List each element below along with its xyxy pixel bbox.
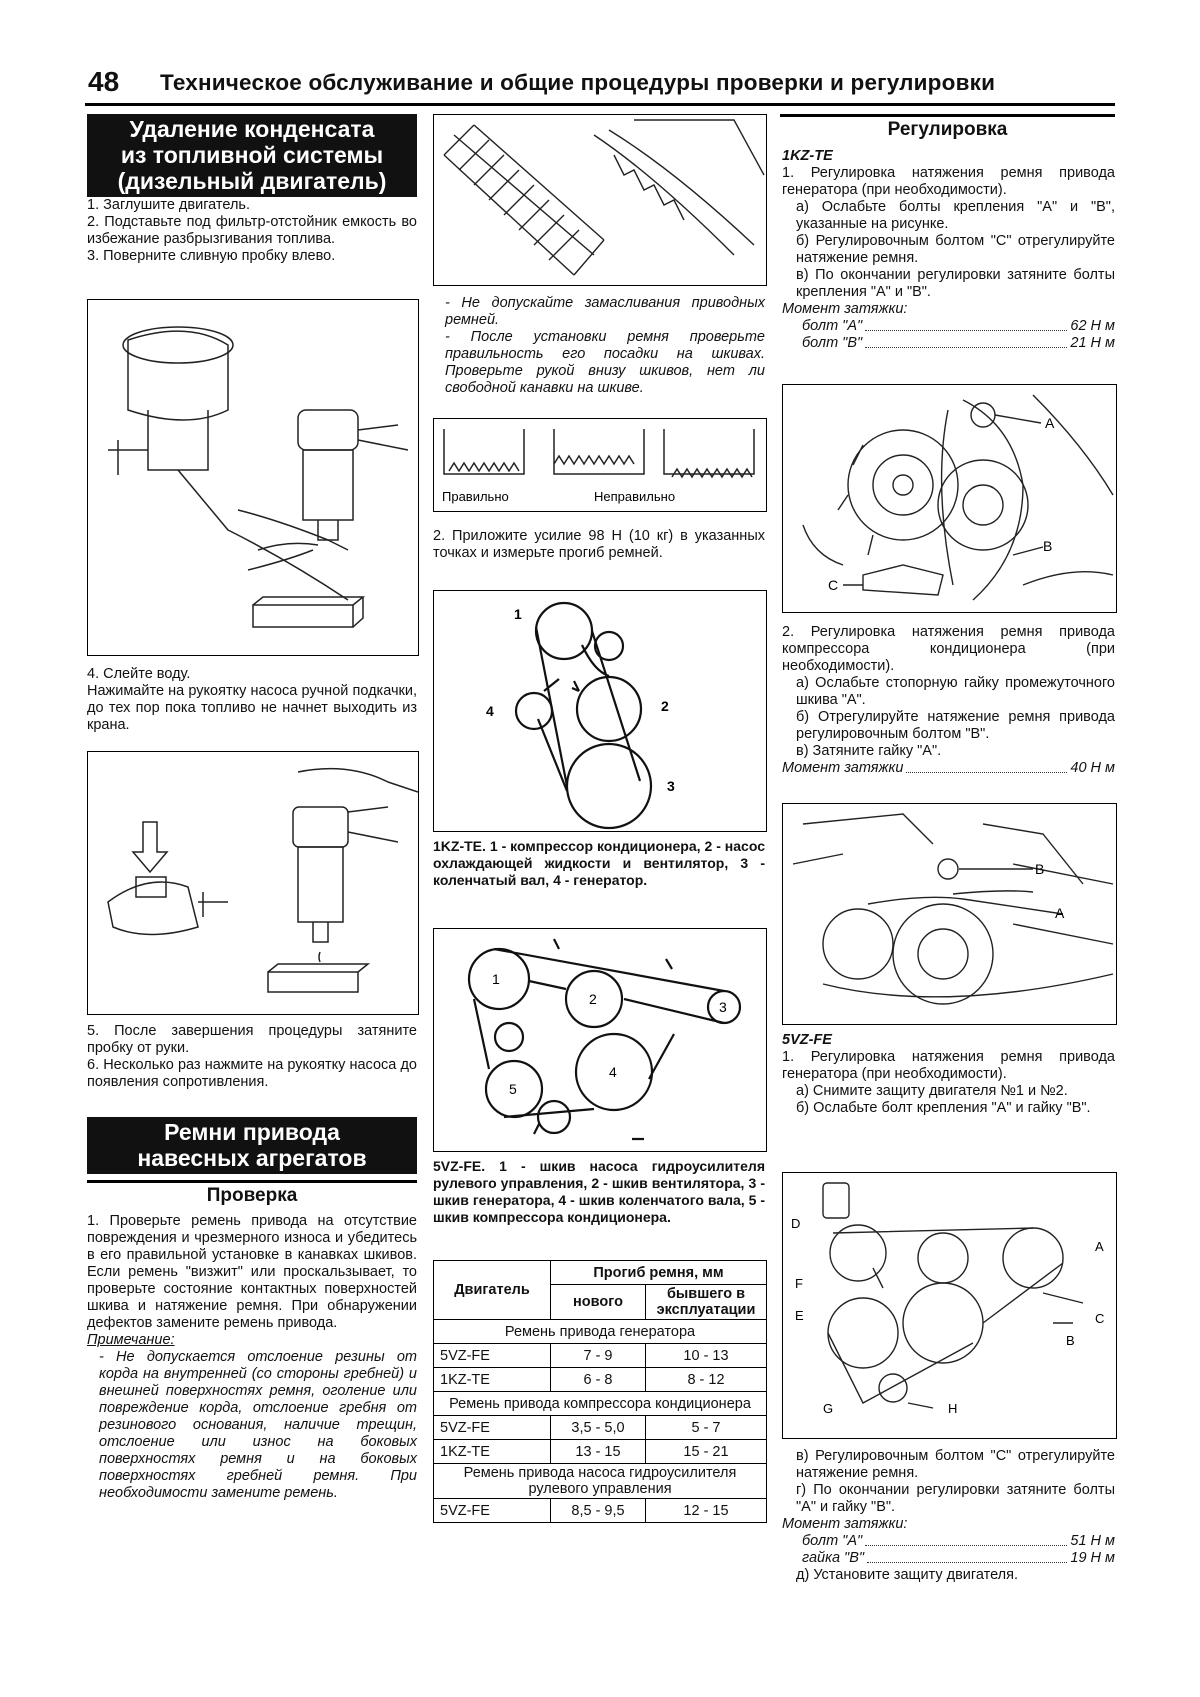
subsection-title-check: Проверка bbox=[87, 1180, 417, 1207]
fuel-filter-illustration bbox=[88, 300, 418, 655]
diag2-caption: 5VZ-FE. 1 - шкив насоса гидроусилителя рулевого управления, 2 - шкив вентилятора, 3 - шкив генератора, 4 - шкив коленчатого вала, 5 - шкив компрессора кондиционера. bbox=[433, 1158, 765, 1225]
figure-1kz-ac-compressor bbox=[782, 803, 1117, 1025]
5vz-adjust-steps: 5VZ-FE 1. Регулировка натяжения ремня привода генератора (при необходимости). а) Снимите защиту двигателя №1 и №2. б) Ослабьте болт крепления "А" и гайку "В". bbox=[782, 1032, 1115, 1116]
table-row: 1KZ-TE 13 - 15 15 - 21 bbox=[434, 1440, 767, 1464]
fig3-label-c: C bbox=[1095, 1311, 1105, 1326]
header-used: бывшего в эксплуатации bbox=[646, 1285, 767, 1320]
header-deflection: Прогиб ремня, мм bbox=[551, 1261, 767, 1285]
torque-row: гайка "В" 19 Н м bbox=[802, 1550, 1115, 1566]
table-row: 5VZ-FE 8,5 - 9,5 12 - 15 bbox=[434, 1499, 767, 1523]
table-row: 5VZ-FE 3,5 - 5,0 5 - 7 bbox=[434, 1416, 767, 1440]
condensate-steps-b: 4. Слейте воду. Нажимайте на рукоятку насоса ручной подкачки, до тех пор пока топливо не начнет выходить из крана. bbox=[87, 666, 417, 733]
fig3-label-d: D bbox=[791, 1216, 801, 1231]
diag2-label-4: 4 bbox=[609, 1064, 617, 1080]
diag2-label-3: 3 bbox=[719, 999, 727, 1015]
alternator-illustration bbox=[783, 385, 1116, 612]
diag2-label-2: 2 bbox=[589, 991, 597, 1007]
figure-1kz-alternator bbox=[782, 384, 1117, 613]
diag1-caption: 1KZ-TE. 1 - компрессор кондиционера, 2 - насос охлаждающей жидкости и вентилятор, 3 - коленчатый вал, 4 - генератор. bbox=[433, 838, 765, 888]
5vz-belt-diagram bbox=[434, 929, 766, 1151]
figure-belt-ribs bbox=[433, 114, 767, 286]
page-number: 48 bbox=[88, 66, 120, 97]
label-correct: Правильно bbox=[442, 489, 509, 504]
table-row: 1KZ-TE 6 - 8 8 - 12 bbox=[434, 1368, 767, 1392]
torque-row: болт "В" 21 Н м bbox=[802, 335, 1115, 351]
fig3-label-f: F bbox=[795, 1276, 803, 1291]
diag1-label-2: 2 bbox=[661, 698, 669, 714]
fig3-label-e: E bbox=[795, 1308, 804, 1323]
torque-row: болт "А" 51 Н м bbox=[802, 1533, 1115, 1549]
fig3-label-h: H bbox=[948, 1401, 958, 1416]
section-title-belts: Ремни привода навесных агрегатов bbox=[87, 1117, 417, 1174]
condensate-steps-c: 5. После завершения процедуры затяните пробку от руки. 6. Несколько раз нажмите на рукоятку насоса до появления сопротивления. bbox=[87, 1023, 417, 1090]
figure-fuel-filter-drain bbox=[87, 299, 419, 656]
fig3-label-a: A bbox=[1095, 1239, 1104, 1254]
diag1-label-4: 4 bbox=[486, 703, 494, 719]
diag2-label-1: 1 bbox=[492, 971, 500, 987]
belt-notes: - Не допускайте замасливания приводных ремней. - После установки ремня проверьте правильность его посадки на шкивах. Проверьте рукой внизу шкивов, нет ли свободной канавки на шкиве. bbox=[445, 295, 765, 396]
5vz-adjust-steps-final: в) Регулировочным болтом "С" отрегулируйте натяжение ремня. г) По окончании регулировки затяните болты "А" и гайку "В". Момент затяжки: болт "А" 51 Н м гайка "В" 19 Н м д) Установите защиту двигателя. bbox=[782, 1448, 1115, 1583]
figure-5vz-alternator bbox=[782, 1172, 1117, 1439]
condensate-steps-a: 1. Заглушите двигатель. 2. Подставьте под фильтр-отстойник емкость во избежание разбрызгивания топлива. 3. Поверните сливную пробку влево. bbox=[87, 197, 417, 264]
table-group-row: Ремень привода генератора bbox=[434, 1320, 767, 1344]
table-row: 5VZ-FE 7 - 9 10 - 13 bbox=[434, 1344, 767, 1368]
fig1-label-a: A bbox=[1045, 415, 1055, 431]
label-incorrect: Неправильно bbox=[594, 489, 676, 504]
1kz-belt-diagram bbox=[434, 591, 766, 831]
figure-hand-pump bbox=[87, 751, 419, 1015]
header-rule bbox=[85, 103, 1115, 106]
table-group-row: Ремень привода компрессора кондиционера bbox=[434, 1392, 767, 1416]
header-engine: Двигатель bbox=[434, 1261, 551, 1320]
deflection-step: 2. Приложите усилие 98 Н (10 кг) в указанных точках и измерьте прогиб ремней. bbox=[433, 528, 765, 561]
torque-row: болт "А" 62 Н м bbox=[802, 318, 1115, 334]
hand-pump-illustration bbox=[88, 752, 418, 1014]
1kz-adjust-steps: 1KZ-TE 1. Регулировка натяжения ремня привода генератора (при необходимости). а) Ослабьте болты крепления "А" и "В", указанные на рисунке. б) Регулировочным болтом "С" отрегулируйте натяжение ремня. в) По окончании регулировки затяните болты крепления "А" и "В". Момент затяжки: болт "А" 62 Н м болт "В" 21 Н м bbox=[782, 148, 1115, 351]
figure-1kz-belt-diagram bbox=[433, 590, 767, 832]
fig2-label-b: B bbox=[1035, 861, 1045, 877]
belt-ribs-illustration bbox=[434, 115, 766, 285]
table-group-row: Ремень привода насоса гидроусилителя рулевого управления bbox=[434, 1464, 767, 1499]
diag1-label-1: 1 bbox=[514, 606, 522, 622]
header-new: нового bbox=[551, 1285, 646, 1320]
fig3-label-b: B bbox=[1066, 1333, 1075, 1348]
page-title: Техническое обслуживание и общие процедуры проверки и регулировки bbox=[160, 70, 996, 95]
fig3-label-g: G bbox=[823, 1401, 834, 1416]
fig1-label-c: C bbox=[828, 577, 839, 593]
fig1-label-b: B bbox=[1043, 538, 1053, 554]
ac-compressor-illustration bbox=[783, 804, 1116, 1024]
fig2-label-a: A bbox=[1055, 905, 1065, 921]
check-text: 1. Проверьте ремень привода на отсутствие повреждения и чрезмерного износа и убедитесь в его правильной установке в канавках шкивов. Если ремень "визжит" или проскальзывает, то проверьте состояние контактных поверхностей шкива и натяжение ремня. При обнаружении дефектов замените ремень привода. Примечание: - Не допускается отслоение резины от корда на внутренней (со стороны гребней) и внешней поверхностях ремня, оголение или повреждение корда, отслоение гребня от резинового основания, наличие трещин, отслоение или износ на боковых поверхностях ремня и на боковых поверхностях гребней ремня. При необходимости замените ремень. bbox=[87, 1213, 417, 1501]
diag1-label-3: 3 bbox=[667, 778, 675, 794]
section-title-condensate: Удаление конденсата из топливной системы (дизельный двигатель) bbox=[87, 114, 417, 197]
5vz-alternator-illustration bbox=[783, 1173, 1116, 1438]
1kz-ac-adjust-steps: 2. Регулировка натяжения ремня привода компрессора кондиционера (при необходимости). а) Ослабьте стопорную гайку промежуточного шкива "А". б) Отрегулируйте натяжение ремня привода регулировочным болтом "В". в) Затяните гайку "А". Момент затяжки 40 Н м bbox=[782, 624, 1115, 776]
subsection-title-adjust: Регулировка bbox=[780, 114, 1115, 141]
belt-deflection-table bbox=[433, 1260, 767, 1523]
torque-row: Момент затяжки 40 Н м bbox=[782, 760, 1115, 776]
figure-5vz-belt-diagram bbox=[433, 928, 767, 1152]
table-header-row bbox=[434, 1261, 767, 1285]
figure-belt-fit bbox=[433, 418, 767, 512]
belt-fit-illustration bbox=[434, 419, 766, 511]
diag2-label-5: 5 bbox=[509, 1081, 517, 1097]
